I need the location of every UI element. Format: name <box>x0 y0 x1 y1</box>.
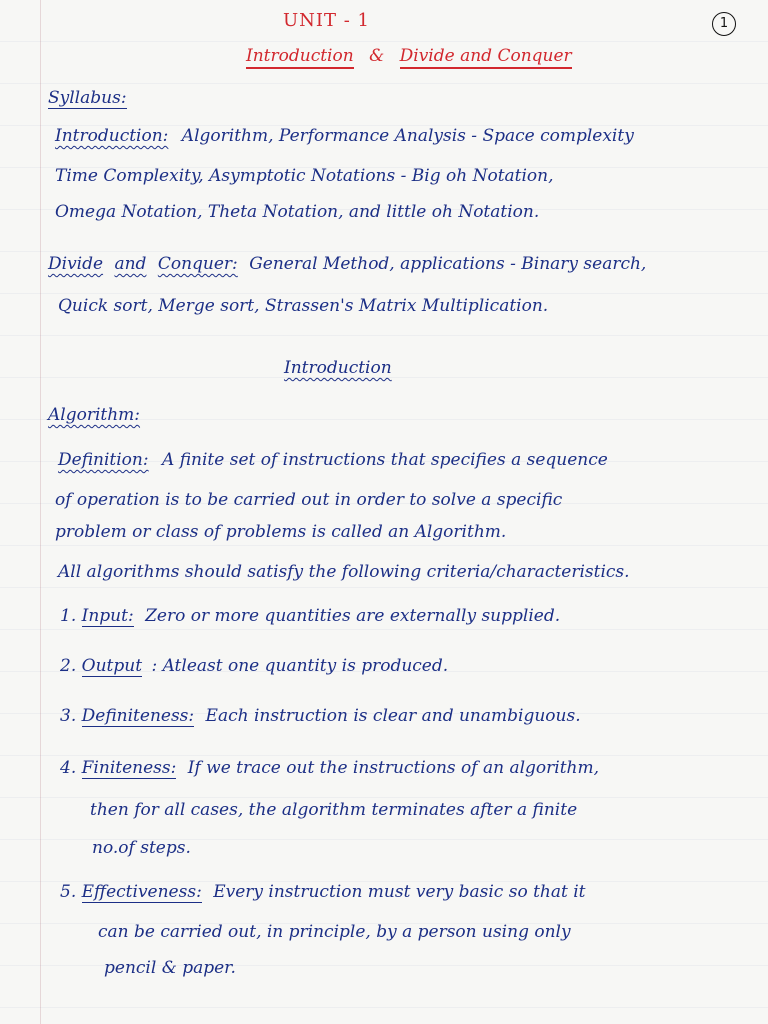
criteria-item-effectiveness: 5. Effectiveness: Every instruction must very basic so that it <box>60 882 586 902</box>
syllabus-intro-line-3: Omega Notation, Theta Notation, and little oh Notation. <box>55 202 540 222</box>
criteria-item-effectiveness-line-3: pencil & paper. <box>104 958 236 978</box>
criteria-item-effectiveness-line-2: can be carried out, in principle, by a person using only <box>98 922 571 942</box>
syllabus-heading: Syllabus: <box>48 88 127 108</box>
criteria-item-finiteness-line-2: then for all cases, the algorithm terminates after a finite <box>90 800 578 820</box>
syllabus-intro-line-2: Time Complexity, Asymptotic Notations - Big oh Notation, <box>55 166 554 186</box>
criteria-item-input: 1. Input: Zero or more quantities are externally supplied. <box>60 606 561 626</box>
introduction-heading: Introduction <box>284 358 392 378</box>
syllabus-dc-line-2: Quick sort, Merge sort, Strassen's Matrix Multiplication. <box>58 296 549 316</box>
criteria-item-finiteness: 4. Finiteness: If we trace out the instructions of an algorithm, <box>60 758 600 778</box>
margin-line <box>40 0 41 1024</box>
chapter-title-amp: & <box>369 46 385 66</box>
intro-label: Introduction: <box>55 126 169 146</box>
syllabus-intro-line-1: Introduction: Algorithm, Performance Analysis - Space complexity <box>55 126 634 146</box>
criteria-item-definiteness: 3. Definiteness: Each instruction is clear and unambiguous. <box>60 706 581 726</box>
page-number: 1 <box>712 12 736 36</box>
algorithm-heading: Algorithm: <box>48 405 141 425</box>
syllabus-dc-line-1: Divide and Conquer: General Method, applications - Binary search, <box>48 254 647 274</box>
criteria-item-output: 2. Output : Atleast one quantity is produced. <box>60 656 449 676</box>
definition-line-3: problem or class of problems is called an Algorithm. <box>55 522 507 542</box>
definition-label: Definition: <box>58 450 149 470</box>
definition-line-2: of operation is to be carried out in order to solve a specific <box>55 490 563 510</box>
criteria-intro-line: All algorithms should satisfy the following criteria/characteristics. <box>58 562 630 582</box>
criteria-item-finiteness-line-3: no.of steps. <box>92 838 191 858</box>
chapter-title <box>246 46 572 66</box>
chapter-title-part1: Introduction <box>246 46 354 69</box>
unit-title: UNIT - 1 <box>283 10 371 31</box>
definition-line-1: Definition: A finite set of instructions that specifies a sequence <box>58 450 608 470</box>
chapter-title-part2: Divide and Conquer <box>400 46 572 69</box>
